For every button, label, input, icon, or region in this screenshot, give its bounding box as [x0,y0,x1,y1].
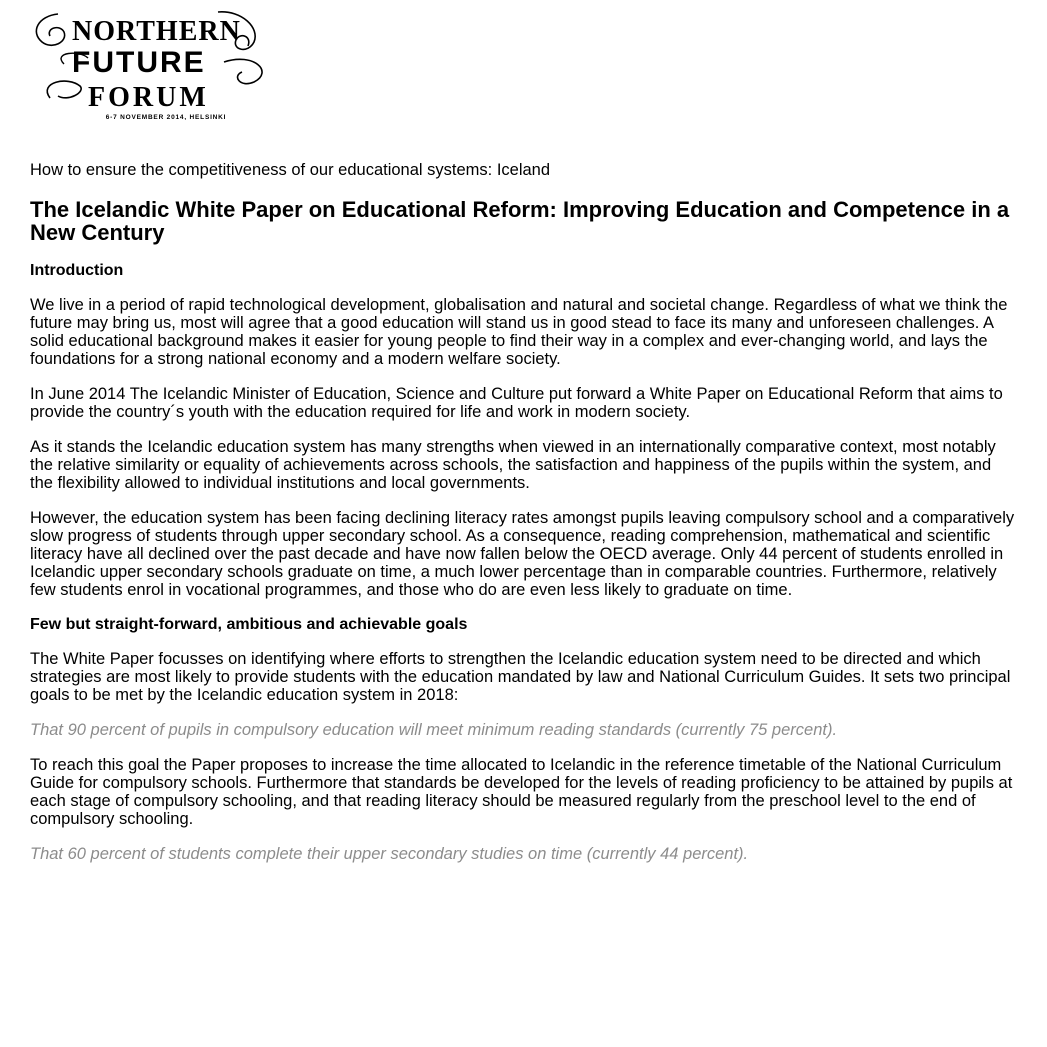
intro-paragraph: However, the education system has been facing declining literacy rates amongst pupils leaving compulsory school and a comparatively slow progress of students through upper secondary school. As a consequence, reading comprehension, mathematical and scientific literacy have all declined over the past decade and have now fallen below the OECD average. Only 44 percent of students enrolled in Icelandic upper secondary schools graduate on time, a much lower percentage than in comparable countries. Furthermore, relatively few students enrol in vocational programmes, and those who do are even less likely to graduate on time. [30,509,1015,599]
intro-paragraph: We live in a period of rapid technological development, globalisation and natural and societal change. Regardless of what we think the future may bring us, most will agree that a good education will stand us in good stead to face its many and unforeseen challenges. A solid educational background makes it easier for young people to find their way in a complex and ever-changing world, and lays the foundations for a strong national economy and a modern welfare society. [30,296,1008,368]
logo-line-1: NORTHERN [72,16,241,47]
intro-paragraph: In June 2014 The Icelandic Minister of Education, Science and Culture put forward a White Paper on Educational Reform that aims to provide the country´s youth with the education required for life and work in modern society. [30,385,1003,421]
event-date: 6-7 NOVEMBER 2014, HELSINKI [105,114,227,121]
document-body [30,160,1015,880]
logo-artwork [28,2,268,114]
section-heading-goals: Few but straight-forward, ambitious and achievable goals [30,616,468,633]
goal-2-statement: That 60 percent of students complete their upper secondary studies on time (currently 44 percent). [30,845,749,863]
goal-1-paragraph: To reach this goal the Paper proposes to increase the time allocated to Icelandic in the reference timetable of the National Curriculum Guide for compulsory schools. Furthermore that standards be developed for the levels of reading proficiency to be attained by pupils at each stage of compulsory schooling, and that reading literacy should be measured regularly from the preschool level to the end of compulsory schooling. [30,756,1013,828]
logo-line-3: FORUM [88,82,209,113]
goal-1-statement: That 90 percent of pupils in compulsory education will meet minimum reading standards (currently 75 percent). [30,721,838,739]
goals-intro-paragraph: The White Paper focusses on identifying where efforts to strengthen the Icelandic education system need to be directed and which strategies are most likely to provide students with the education mandated by law and National Curriculum Guides. It sets two principal goals to be met by the Icelandic education system in 2018: [30,650,1011,704]
intro-paragraph: As it stands the Icelandic education system has many strengths when viewed in an internationally comparative context, most notably the relative similarity or equality of achievements across schools, the satisfaction and happiness of the pupils within the system, and the flexibility allowed to individual institutions and local governments. [30,438,996,492]
logo-line-2: FUTURE [72,46,206,79]
section-heading-introduction: Introduction [30,262,124,279]
northern-future-forum-logo [28,2,268,128]
document-title: The Icelandic White Paper on Educational Reform: Improving Education and Competence in a New Century [30,197,1010,245]
document-subtitle: How to ensure the competitiveness of our educational systems: Iceland [30,161,551,179]
